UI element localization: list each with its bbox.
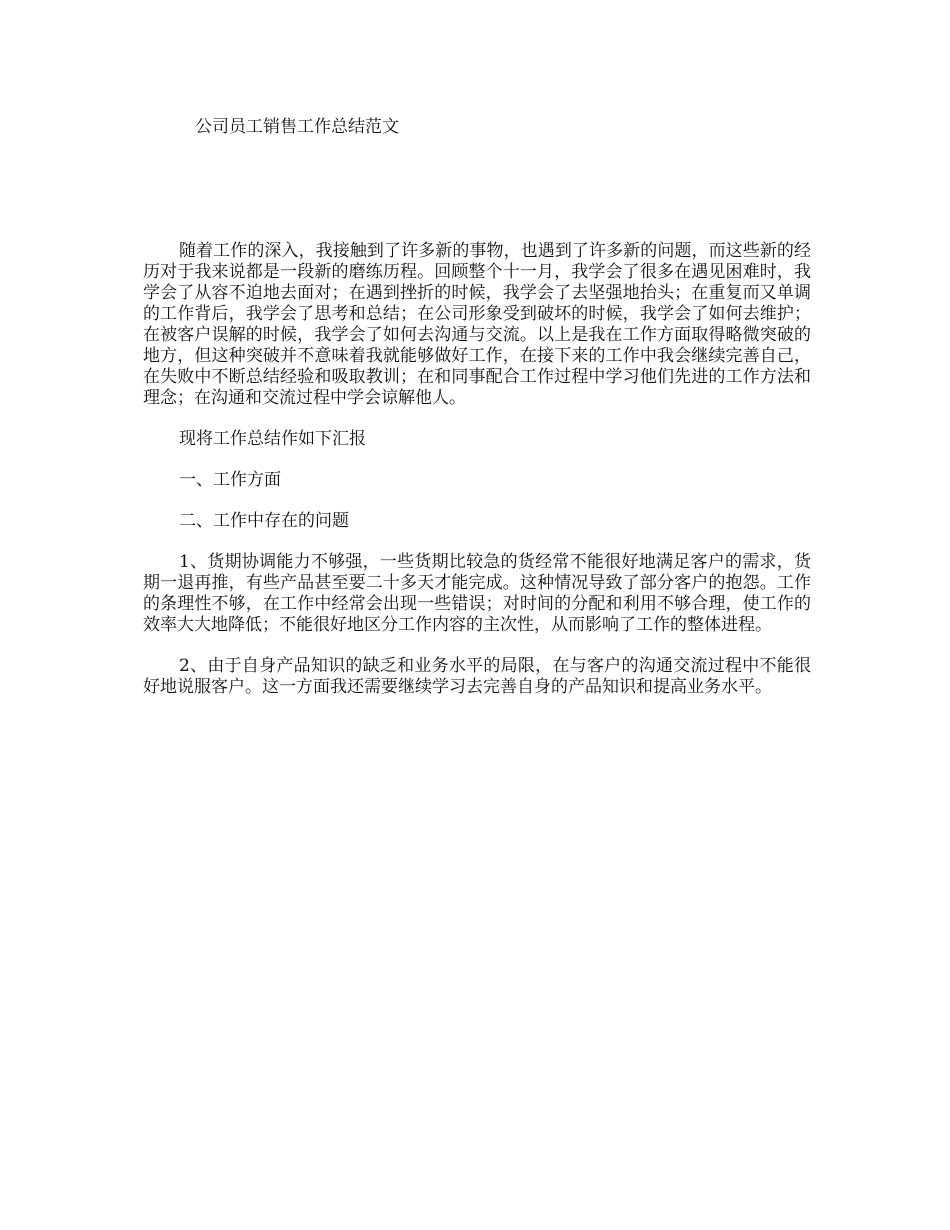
document-body	[143, 241, 811, 698]
paragraph-problem-1: 1、货期协调能力不够强，一些货期比较急的货经常不能很好地满足客户的需求，货期一退再推，有些产品甚至要二十多天才能完成。这种情况导致了部分客户的抱怨。工作的条理性不够，在工作中经常会出现一些错误；对时间的分配和利用不够合理，使工作的效率大大地降低；不能很好地区分工作内容的主次性，从而影响了工作的整体进程。	[143, 552, 811, 635]
section-heading-problems: 二、工作中存在的问题	[179, 511, 349, 531]
paragraph-intro: 随着工作的深入，我接触到了许多新的事物，也遇到了许多新的问题，而这些新的经历对于我来说都是一段新的磨练历程。回顾整个十一月，我学会了很多在遇见困难时，我学会了从容不迫地去面对；在遇到挫折的时候，我学会了去坚强地抬头；在重复而又单调的工作背后，我学会了思考和总结；在公司形象受到破坏的时候，我学会了如何去维护；在被客户误解的时候，我学会了如何去沟通与交流。以上是我在工作方面取得略微突破的地方，但这种突破并不意味着我就能够做好工作，在接下来的工作中我会继续完善自己，在失败中不断总结经验和吸取教训；在和同事配合工作过程中学习他们先进的工作方法和理念；在沟通和交流过程中学会谅解他人。	[143, 241, 811, 408]
section-heading-work: 一、工作方面	[179, 470, 281, 490]
paragraph-problem-2: 2、由于自身产品知识的缺乏和业务水平的局限，在与客户的沟通交流过程中不能很好地说服客户。这一方面我还需要继续学习去完善自身的产品知识和提高业务水平。	[143, 656, 811, 697]
document-title: 公司员工销售工作总结范文	[195, 117, 399, 137]
paragraph-report-heading: 现将工作总结作如下汇报	[179, 429, 366, 449]
